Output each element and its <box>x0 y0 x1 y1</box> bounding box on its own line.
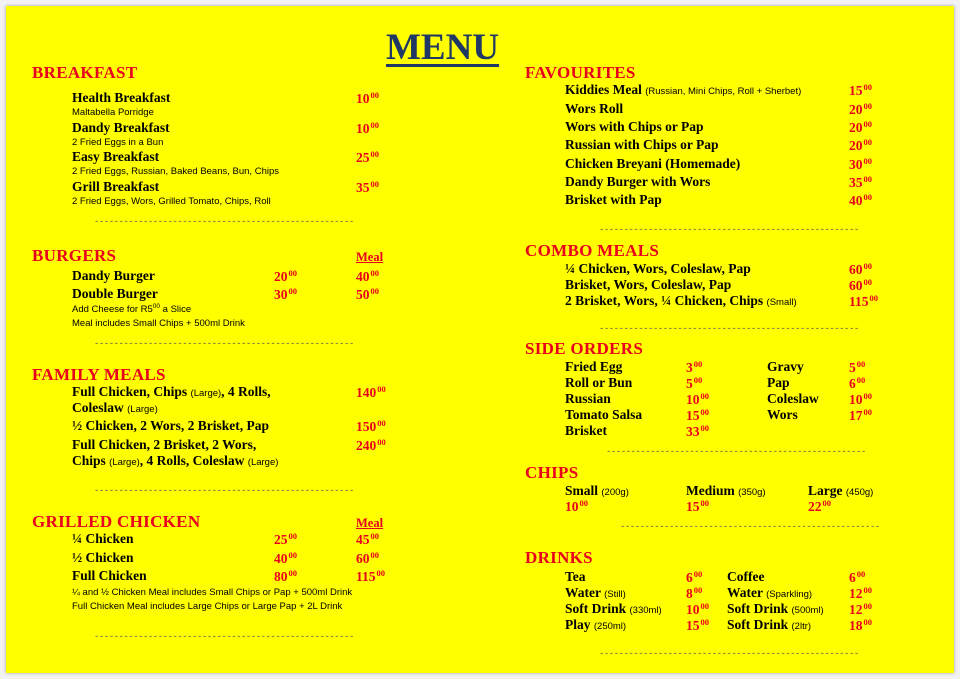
section-side-orders-heading: SIDE ORDERS <box>525 339 644 358</box>
side-item-price: $33^{00}$ <box>686 423 709 439</box>
grilled-note-full: Full Chicken Meal includes Large Chips or Large Pap + 2L Drink <box>72 601 343 612</box>
drink-item-name: Soft Drink (500ml) <box>727 601 824 616</box>
favourite-item-price: $40^{00}$ <box>849 192 872 208</box>
grilled-item-meal-price: $60^{00}$ <box>356 550 379 566</box>
breakfast-item-name: Easy Breakfast <box>72 149 160 164</box>
family-item-price: $240^{00}$ <box>356 437 386 453</box>
drink-item-price: $10^{00}$ <box>686 601 709 617</box>
drink-item-price: $6^{00}$ <box>849 569 866 585</box>
burger-item-name: Double Burger <box>72 286 158 301</box>
section-family-meals-heading: FAMILY MEALS <box>32 365 166 384</box>
drink-item-price: $12^{00}$ <box>849 585 872 601</box>
combo-item-price: $60^{00}$ <box>849 277 872 293</box>
drink-item-name: Tea <box>565 569 586 584</box>
side-item-name: Brisket <box>565 423 607 438</box>
drink-item-price: $18^{00}$ <box>849 617 872 633</box>
menu-title: MENU <box>386 27 500 68</box>
family-item-name-line2: Coleslaw (Large) <box>72 400 158 415</box>
side-item-name: Tomato Salsa <box>565 407 643 422</box>
chips-item-price: $10^{00}$ <box>565 498 588 514</box>
drink-item-price: $15^{00}$ <box>686 617 709 633</box>
breakfast-item-desc: 2 Fried Eggs in a Bun <box>72 137 164 148</box>
side-item-price: $5^{00}$ <box>849 359 866 375</box>
favourite-item-name: Kiddies Meal (Russian, Mini Chips, Roll + Sherbet) <box>565 82 802 97</box>
divider: ----------------------------------------------------- <box>620 522 880 532</box>
grilled-item-price: $40^{00}$ <box>274 550 297 566</box>
drink-item-name: Water (Still) <box>565 585 626 600</box>
side-item-price: $10^{00}$ <box>686 391 709 407</box>
burgers-note-cheese: Add Cheese for $R5^{00}$ a Slice <box>72 303 192 316</box>
breakfast-item-name: Dandy Breakfast <box>72 120 170 135</box>
breakfast-item-desc: 2 Fried Eggs, Wors, Grilled Tomato, Chips, Roll <box>72 196 271 207</box>
favourite-item-price: $30^{00}$ <box>849 156 872 172</box>
drink-item-name: Play (250ml) <box>565 617 627 632</box>
chips-item-name: Medium (350g) <box>686 483 766 498</box>
section-favourites-heading: FAVOURITES <box>525 63 636 82</box>
favourite-item-name: Dandy Burger with Wors <box>565 174 711 189</box>
drink-item-name: Water (Sparkling) <box>727 585 813 600</box>
breakfast-item-name: Health Breakfast <box>72 90 171 105</box>
drink-item-name: Coffee <box>727 569 765 584</box>
grilled-item-meal-price: $45^{00}$ <box>356 531 379 547</box>
divider: ----------------------------------------------------- <box>94 486 354 496</box>
side-item-name: Roll or Bun <box>565 375 633 390</box>
favourite-item-price: $20^{00}$ <box>849 101 872 117</box>
favourite-item-price: $20^{00}$ <box>849 119 872 135</box>
favourite-item-name: Chicken Breyani (Homemade) <box>565 156 741 171</box>
side-item-name: Wors <box>767 407 798 422</box>
family-item-name: Full Chicken, Chips (Large), 4 Rolls, <box>72 384 271 399</box>
favourite-item-price: $35^{00}$ <box>849 174 872 190</box>
side-item-name: Gravy <box>767 359 804 374</box>
side-item-name: Coleslaw <box>767 391 819 406</box>
breakfast-item-price: $25^{00}$ <box>356 149 379 165</box>
burger-item-name: Dandy Burger <box>72 268 155 283</box>
divider: ----------------------------------------------------- <box>599 649 859 659</box>
breakfast-item-desc: Maltabella Porridge <box>72 107 154 118</box>
drink-item-price: $6^{00}$ <box>686 569 703 585</box>
favourite-item-name: Russian with Chips or Pap <box>565 137 719 152</box>
drink-item-name: Soft Drink (330ml) <box>565 601 662 616</box>
menu-page <box>6 6 954 673</box>
favourite-item-name: Wors with Chips or Pap <box>565 119 704 134</box>
chips-item-name: Large (450g) <box>808 483 874 498</box>
grilled-note-small: ¼ and ½ Chicken Meal includes Small Chips or Pap + 500ml Drink <box>72 587 353 598</box>
breakfast-item-price: $10^{00}$ <box>356 120 379 136</box>
burgers-note-meal: Meal includes Small Chips + 500ml Drink <box>72 318 245 329</box>
favourite-item-price: $20^{00}$ <box>849 137 872 153</box>
family-item-name: ½ Chicken, 2 Wors, 2 Brisket, Pap <box>72 418 270 433</box>
family-item-price: $150^{00}$ <box>356 418 386 434</box>
side-item-name: Pap <box>767 375 790 390</box>
grilled-item-meal-price: $115^{00}$ <box>356 568 386 584</box>
grilled-item-name: ½ Chicken <box>72 550 134 565</box>
section-combo-meals-heading: COMBO MEALS <box>525 241 660 260</box>
divider: ----------------------------------------------------- <box>94 339 354 349</box>
breakfast-item-price: $10^{00}$ <box>356 90 379 106</box>
grilled-item-name: ¼ Chicken <box>72 531 134 546</box>
combo-item-price: $115^{00}$ <box>849 293 879 309</box>
side-item-price: $15^{00}$ <box>686 407 709 423</box>
side-item-price: $6^{00}$ <box>849 375 866 391</box>
family-item-price: $140^{00}$ <box>356 384 386 400</box>
combo-item-name: 2 Brisket, Wors, ¼ Chicken, Chips (Small) <box>565 293 797 308</box>
breakfast-item-desc: 2 Fried Eggs, Russian, Baked Beans, Bun, Chips <box>72 166 280 177</box>
grilled-item-price: $25^{00}$ <box>274 531 297 547</box>
drink-item-price: $8^{00}$ <box>686 585 703 601</box>
drink-item-name: Soft Drink (2ltr) <box>727 617 812 632</box>
side-item-name: Russian <box>565 391 611 406</box>
family-item-name: Full Chicken, 2 Brisket, 2 Wors, <box>72 437 257 452</box>
chips-item-name: Small (200g) <box>565 483 629 498</box>
favourite-item-name: Brisket with Pap <box>565 192 662 207</box>
breakfast-item-name: Grill Breakfast <box>72 179 160 194</box>
section-burgers-heading: BURGERS <box>32 246 117 265</box>
divider: ----------------------------------------------------- <box>94 632 354 642</box>
section-grilled-chicken-heading: GRILLED CHICKEN <box>32 512 201 531</box>
combo-item-name: ¼ Chicken, Wors, Coleslaw, Pap <box>565 261 751 276</box>
grilled-meal-column-label: Meal <box>356 516 384 530</box>
section-drinks-heading: DRINKS <box>525 548 593 567</box>
divider: ----------------------------------------------------- <box>94 217 354 227</box>
breakfast-item-price: $35^{00}$ <box>356 179 379 195</box>
chips-item-price: $22^{00}$ <box>808 498 831 514</box>
side-item-name: Fried Egg <box>565 359 623 374</box>
divider: ----------------------------------------------------- <box>599 225 859 235</box>
side-item-price: $17^{00}$ <box>849 407 872 423</box>
burger-item-price: $20^{00}$ <box>274 268 297 284</box>
divider: ----------------------------------------------------- <box>599 324 859 334</box>
divider: ----------------------------------------------------- <box>606 447 866 457</box>
side-item-price: $10^{00}$ <box>849 391 872 407</box>
family-item-name-line2: Chips (Large), 4 Rolls, Coleslaw (Large) <box>72 453 279 468</box>
burger-item-price: $30^{00}$ <box>274 286 297 302</box>
burgers-meal-column-label: Meal <box>356 250 384 264</box>
combo-item-price: $60^{00}$ <box>849 261 872 277</box>
section-breakfast-heading: BREAKFAST <box>32 63 138 82</box>
drink-item-price: $12^{00}$ <box>849 601 872 617</box>
grilled-item-price: $80^{00}$ <box>274 568 297 584</box>
burger-item-meal-price: $50^{00}$ <box>356 286 379 302</box>
section-chips-heading: CHIPS <box>525 463 579 482</box>
burger-item-meal-price: $40^{00}$ <box>356 268 379 284</box>
favourite-item-price: $15^{00}$ <box>849 82 872 98</box>
chips-item-price: $15^{00}$ <box>686 498 709 514</box>
side-item-price: $3^{00}$ <box>686 359 703 375</box>
combo-item-name: Brisket, Wors, Coleslaw, Pap <box>565 277 732 292</box>
grilled-item-name: Full Chicken <box>72 568 147 583</box>
side-item-price: $5^{00}$ <box>686 375 703 391</box>
favourite-item-name: Wors Roll <box>565 101 624 116</box>
